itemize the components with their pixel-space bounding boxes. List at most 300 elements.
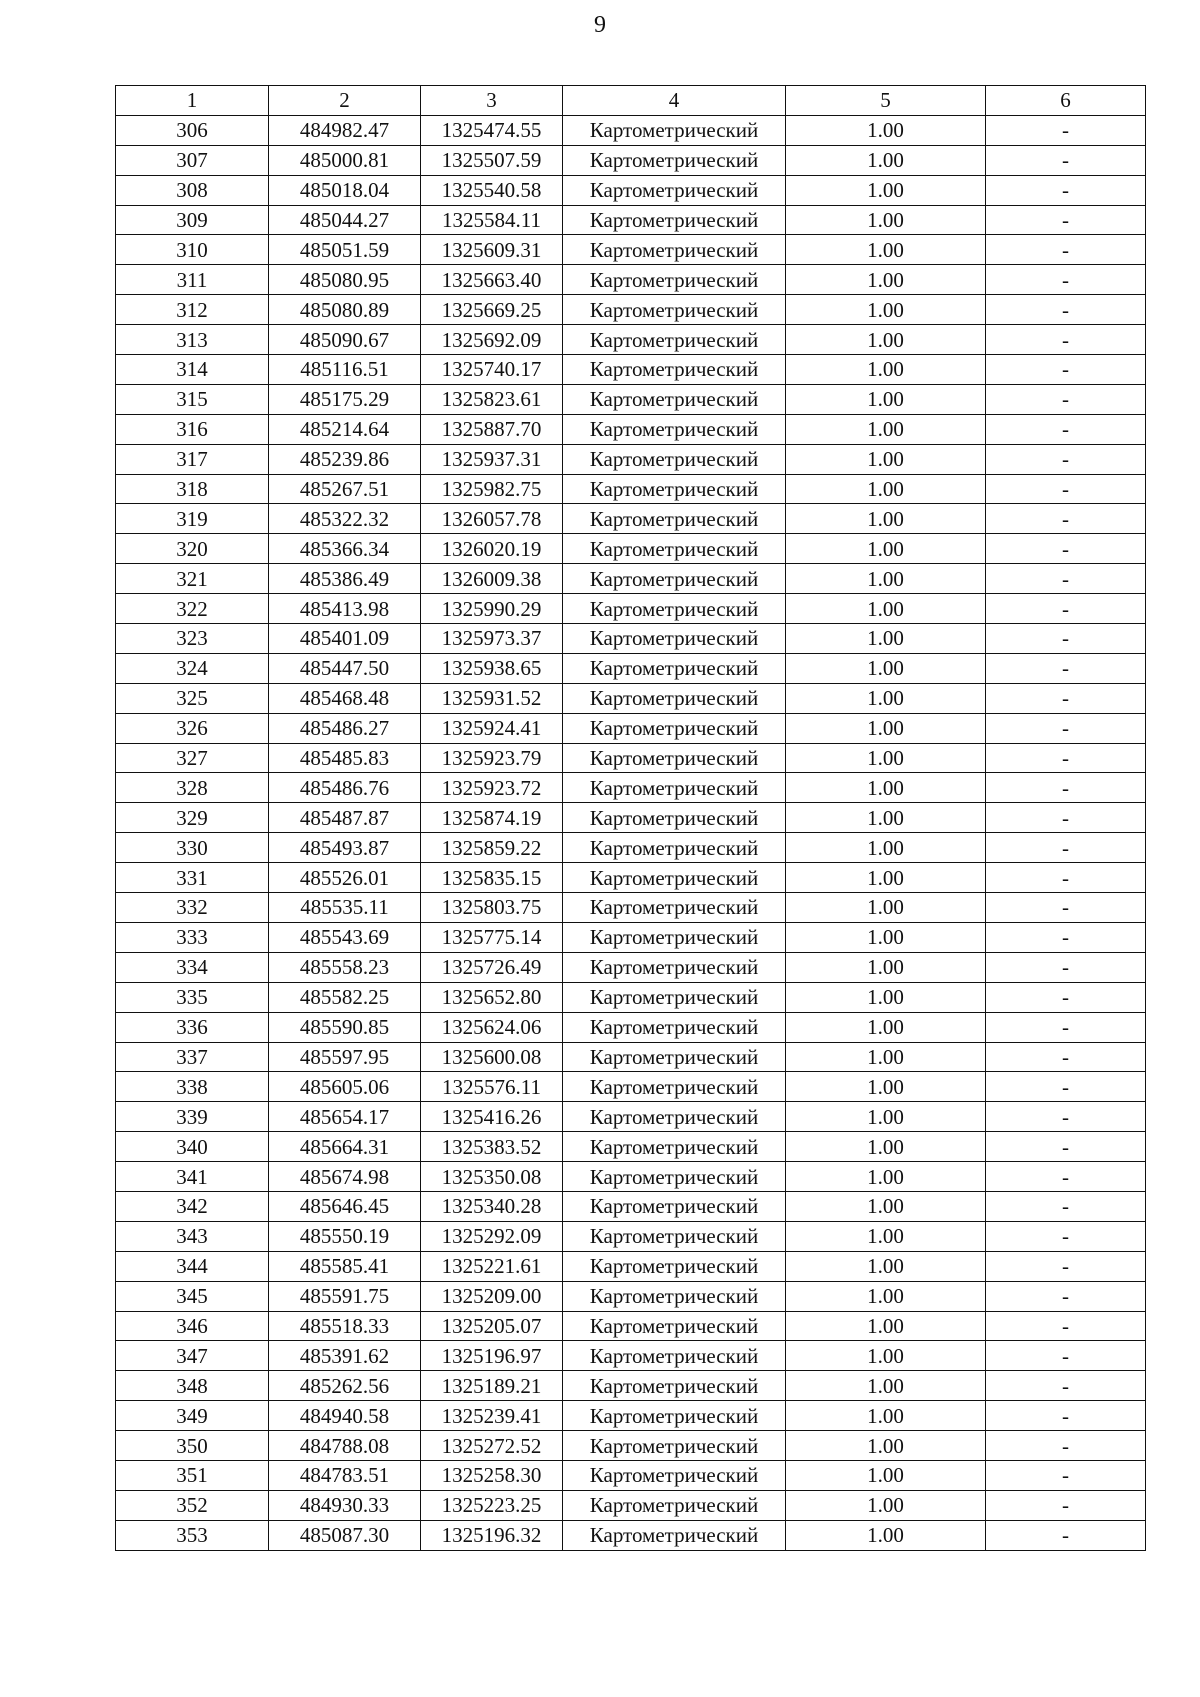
accuracy-cell: 1.00 <box>786 1162 986 1192</box>
x-coordinate-cell: 485486.76 <box>269 773 421 803</box>
table-row <box>116 534 1146 564</box>
method-cell: Картометрический <box>563 1490 786 1520</box>
y-coordinate-cell: 1326020.19 <box>421 534 563 564</box>
point-number-cell: 347 <box>116 1341 269 1371</box>
description-cell: - <box>986 1102 1146 1132</box>
accuracy-cell: 1.00 <box>786 145 986 175</box>
table-row <box>116 1431 1146 1461</box>
x-coordinate-cell: 485087.30 <box>269 1520 421 1550</box>
method-cell: Картометрический <box>563 1431 786 1461</box>
point-number-cell: 342 <box>116 1191 269 1221</box>
y-coordinate-cell: 1325540.58 <box>421 175 563 205</box>
table-row <box>116 893 1146 923</box>
point-number-cell: 330 <box>116 833 269 863</box>
table-row <box>116 683 1146 713</box>
method-cell: Картометрический <box>563 564 786 594</box>
point-number-cell: 345 <box>116 1281 269 1311</box>
method-cell: Картометрический <box>563 803 786 833</box>
point-number-cell: 331 <box>116 863 269 893</box>
point-number-cell: 335 <box>116 982 269 1012</box>
y-coordinate-cell: 1325726.49 <box>421 952 563 982</box>
method-cell: Картометрический <box>563 893 786 923</box>
description-cell: - <box>986 1490 1146 1520</box>
x-coordinate-cell: 485366.34 <box>269 534 421 564</box>
table-row <box>116 1221 1146 1251</box>
y-coordinate-cell: 1325205.07 <box>421 1311 563 1341</box>
y-coordinate-cell: 1325272.52 <box>421 1431 563 1461</box>
column-header-3: 3 <box>421 86 563 116</box>
accuracy-cell: 1.00 <box>786 325 986 355</box>
point-number-cell: 307 <box>116 145 269 175</box>
description-cell: - <box>986 414 1146 444</box>
y-coordinate-cell: 1326057.78 <box>421 504 563 534</box>
x-coordinate-cell: 485605.06 <box>269 1072 421 1102</box>
accuracy-cell: 1.00 <box>786 295 986 325</box>
description-cell: - <box>986 1311 1146 1341</box>
point-number-cell: 317 <box>116 444 269 474</box>
accuracy-cell: 1.00 <box>786 414 986 444</box>
accuracy-cell: 1.00 <box>786 1102 986 1132</box>
table-row <box>116 1490 1146 1520</box>
x-coordinate-cell: 485214.64 <box>269 414 421 444</box>
method-cell: Картометрический <box>563 474 786 504</box>
table-row <box>116 1162 1146 1192</box>
y-coordinate-cell: 1325775.14 <box>421 922 563 952</box>
x-coordinate-cell: 485518.33 <box>269 1311 421 1341</box>
accuracy-cell: 1.00 <box>786 444 986 474</box>
accuracy-cell: 1.00 <box>786 863 986 893</box>
table-row <box>116 205 1146 235</box>
y-coordinate-cell: 1325692.09 <box>421 325 563 355</box>
description-cell: - <box>986 863 1146 893</box>
method-cell: Картометрический <box>563 1162 786 1192</box>
x-coordinate-cell: 485267.51 <box>269 474 421 504</box>
y-coordinate-cell: 1325196.97 <box>421 1341 563 1371</box>
method-cell: Картометрический <box>563 175 786 205</box>
description-cell: - <box>986 534 1146 564</box>
accuracy-cell: 1.00 <box>786 1072 986 1102</box>
y-coordinate-cell: 1325600.08 <box>421 1042 563 1072</box>
accuracy-cell: 1.00 <box>786 504 986 534</box>
method-cell: Картометрический <box>563 325 786 355</box>
description-cell: - <box>986 1520 1146 1550</box>
accuracy-cell: 1.00 <box>786 355 986 385</box>
page-number: 9 <box>594 12 606 38</box>
y-coordinate-cell: 1325223.25 <box>421 1490 563 1520</box>
accuracy-cell: 1.00 <box>786 683 986 713</box>
method-cell: Картометрический <box>563 1221 786 1251</box>
description-cell: - <box>986 205 1146 235</box>
point-number-cell: 336 <box>116 1012 269 1042</box>
point-number-cell: 320 <box>116 534 269 564</box>
point-number-cell: 316 <box>116 414 269 444</box>
point-number-cell: 351 <box>116 1460 269 1490</box>
method-cell: Картометрический <box>563 653 786 683</box>
description-cell: - <box>986 1371 1146 1401</box>
table-row <box>116 1072 1146 1102</box>
point-number-cell: 318 <box>116 474 269 504</box>
method-cell: Картометрический <box>563 1281 786 1311</box>
accuracy-cell: 1.00 <box>786 773 986 803</box>
description-cell: - <box>986 922 1146 952</box>
method-cell: Картометрический <box>563 1042 786 1072</box>
description-cell: - <box>986 1401 1146 1431</box>
method-cell: Картометрический <box>563 235 786 265</box>
description-cell: - <box>986 1460 1146 1490</box>
y-coordinate-cell: 1325859.22 <box>421 833 563 863</box>
table-body <box>116 115 1146 1550</box>
x-coordinate-cell: 485391.62 <box>269 1341 421 1371</box>
x-coordinate-cell: 485401.09 <box>269 624 421 654</box>
point-number-cell: 321 <box>116 564 269 594</box>
accuracy-cell: 1.00 <box>786 1221 986 1251</box>
y-coordinate-cell: 1325624.06 <box>421 1012 563 1042</box>
description-cell: - <box>986 295 1146 325</box>
x-coordinate-cell: 484783.51 <box>269 1460 421 1490</box>
table-row <box>116 1102 1146 1132</box>
method-cell: Картометрический <box>563 952 786 982</box>
accuracy-cell: 1.00 <box>786 803 986 833</box>
y-coordinate-cell: 1325924.41 <box>421 713 563 743</box>
accuracy-cell: 1.00 <box>786 653 986 683</box>
point-number-cell: 340 <box>116 1132 269 1162</box>
accuracy-cell: 1.00 <box>786 115 986 145</box>
y-coordinate-cell: 1325258.30 <box>421 1460 563 1490</box>
column-header-2: 2 <box>269 86 421 116</box>
y-coordinate-cell: 1325669.25 <box>421 295 563 325</box>
method-cell: Картометрический <box>563 683 786 713</box>
description-cell: - <box>986 1431 1146 1461</box>
accuracy-cell: 1.00 <box>786 1281 986 1311</box>
method-cell: Картометрический <box>563 145 786 175</box>
y-coordinate-cell: 1325887.70 <box>421 414 563 444</box>
point-number-cell: 314 <box>116 355 269 385</box>
table-row <box>116 1132 1146 1162</box>
accuracy-cell: 1.00 <box>786 474 986 504</box>
point-number-cell: 309 <box>116 205 269 235</box>
y-coordinate-cell: 1325740.17 <box>421 355 563 385</box>
table-row <box>116 564 1146 594</box>
accuracy-cell: 1.00 <box>786 1490 986 1520</box>
coordinates-table <box>115 85 1146 1551</box>
table-row <box>116 1341 1146 1371</box>
y-coordinate-cell: 1325923.72 <box>421 773 563 803</box>
accuracy-cell: 1.00 <box>786 1341 986 1371</box>
point-number-cell: 327 <box>116 743 269 773</box>
table-row <box>116 175 1146 205</box>
column-header-5: 5 <box>786 86 986 116</box>
x-coordinate-cell: 485051.59 <box>269 235 421 265</box>
x-coordinate-cell: 485090.67 <box>269 325 421 355</box>
table-row <box>116 773 1146 803</box>
x-coordinate-cell: 485468.48 <box>269 683 421 713</box>
method-cell: Картометрический <box>563 115 786 145</box>
description-cell: - <box>986 803 1146 833</box>
y-coordinate-cell: 1325652.80 <box>421 982 563 1012</box>
x-coordinate-cell: 485646.45 <box>269 1191 421 1221</box>
point-number-cell: 325 <box>116 683 269 713</box>
accuracy-cell: 1.00 <box>786 1520 986 1550</box>
description-cell: - <box>986 1042 1146 1072</box>
table-row <box>116 624 1146 654</box>
point-number-cell: 346 <box>116 1311 269 1341</box>
method-cell: Картометрический <box>563 504 786 534</box>
y-coordinate-cell: 1325584.11 <box>421 205 563 235</box>
x-coordinate-cell: 485582.25 <box>269 982 421 1012</box>
x-coordinate-cell: 485591.75 <box>269 1281 421 1311</box>
method-cell: Картометрический <box>563 1072 786 1102</box>
point-number-cell: 326 <box>116 713 269 743</box>
x-coordinate-cell: 485175.29 <box>269 384 421 414</box>
method-cell: Картометрический <box>563 624 786 654</box>
method-cell: Картометрический <box>563 833 786 863</box>
y-coordinate-cell: 1325923.79 <box>421 743 563 773</box>
y-coordinate-cell: 1325292.09 <box>421 1221 563 1251</box>
accuracy-cell: 1.00 <box>786 534 986 564</box>
point-number-cell: 353 <box>116 1520 269 1550</box>
point-number-cell: 344 <box>116 1251 269 1281</box>
description-cell: - <box>986 504 1146 534</box>
method-cell: Картометрический <box>563 1251 786 1281</box>
y-coordinate-cell: 1325990.29 <box>421 594 563 624</box>
table-row <box>116 1311 1146 1341</box>
point-number-cell: 319 <box>116 504 269 534</box>
method-cell: Картометрический <box>563 1132 786 1162</box>
method-cell: Картометрический <box>563 1371 786 1401</box>
description-cell: - <box>986 1132 1146 1162</box>
x-coordinate-cell: 484940.58 <box>269 1401 421 1431</box>
point-number-cell: 313 <box>116 325 269 355</box>
table-row <box>116 384 1146 414</box>
column-header-6: 6 <box>986 86 1146 116</box>
point-number-cell: 337 <box>116 1042 269 1072</box>
point-number-cell: 311 <box>116 265 269 295</box>
table-row <box>116 1281 1146 1311</box>
x-coordinate-cell: 485322.32 <box>269 504 421 534</box>
description-cell: - <box>986 1072 1146 1102</box>
point-number-cell: 348 <box>116 1371 269 1401</box>
table-row <box>116 414 1146 444</box>
point-number-cell: 323 <box>116 624 269 654</box>
table-row <box>116 115 1146 145</box>
point-number-cell: 341 <box>116 1162 269 1192</box>
description-cell: - <box>986 325 1146 355</box>
accuracy-cell: 1.00 <box>786 624 986 654</box>
point-number-cell: 312 <box>116 295 269 325</box>
y-coordinate-cell: 1325609.31 <box>421 235 563 265</box>
method-cell: Картометрический <box>563 1102 786 1132</box>
y-coordinate-cell: 1325209.00 <box>421 1281 563 1311</box>
table-row <box>116 474 1146 504</box>
x-coordinate-cell: 485080.95 <box>269 265 421 295</box>
y-coordinate-cell: 1325383.52 <box>421 1132 563 1162</box>
point-number-cell: 329 <box>116 803 269 833</box>
method-cell: Картометрический <box>563 1401 786 1431</box>
description-cell: - <box>986 952 1146 982</box>
column-header-1: 1 <box>116 86 269 116</box>
accuracy-cell: 1.00 <box>786 384 986 414</box>
x-coordinate-cell: 485597.95 <box>269 1042 421 1072</box>
method-cell: Картометрический <box>563 713 786 743</box>
accuracy-cell: 1.00 <box>786 235 986 265</box>
accuracy-cell: 1.00 <box>786 982 986 1012</box>
description-cell: - <box>986 384 1146 414</box>
accuracy-cell: 1.00 <box>786 1431 986 1461</box>
table-row <box>116 1012 1146 1042</box>
y-coordinate-cell: 1325239.41 <box>421 1401 563 1431</box>
method-cell: Картометрический <box>563 1460 786 1490</box>
accuracy-cell: 1.00 <box>786 922 986 952</box>
accuracy-cell: 1.00 <box>786 743 986 773</box>
accuracy-cell: 1.00 <box>786 1311 986 1341</box>
description-cell: - <box>986 145 1146 175</box>
x-coordinate-cell: 485447.50 <box>269 653 421 683</box>
x-coordinate-cell: 485262.56 <box>269 1371 421 1401</box>
accuracy-cell: 1.00 <box>786 1042 986 1072</box>
x-coordinate-cell: 485116.51 <box>269 355 421 385</box>
accuracy-cell: 1.00 <box>786 265 986 295</box>
description-cell: - <box>986 713 1146 743</box>
description-cell: - <box>986 355 1146 385</box>
table-row <box>116 982 1146 1012</box>
method-cell: Картометрический <box>563 773 786 803</box>
method-cell: Картометрический <box>563 355 786 385</box>
accuracy-cell: 1.00 <box>786 594 986 624</box>
table-row <box>116 1401 1146 1431</box>
accuracy-cell: 1.00 <box>786 713 986 743</box>
x-coordinate-cell: 485239.86 <box>269 444 421 474</box>
x-coordinate-cell: 485000.81 <box>269 145 421 175</box>
point-number-cell: 343 <box>116 1221 269 1251</box>
x-coordinate-cell: 485535.11 <box>269 893 421 923</box>
accuracy-cell: 1.00 <box>786 952 986 982</box>
method-cell: Картометрический <box>563 295 786 325</box>
description-cell: - <box>986 624 1146 654</box>
accuracy-cell: 1.00 <box>786 833 986 863</box>
accuracy-cell: 1.00 <box>786 1191 986 1221</box>
method-cell: Картометрический <box>563 1191 786 1221</box>
description-cell: - <box>986 1162 1146 1192</box>
description-cell: - <box>986 474 1146 504</box>
y-coordinate-cell: 1325823.61 <box>421 384 563 414</box>
table-row <box>116 235 1146 265</box>
y-coordinate-cell: 1325803.75 <box>421 893 563 923</box>
method-cell: Картометрический <box>563 1311 786 1341</box>
description-cell: - <box>986 1221 1146 1251</box>
method-cell: Картометрический <box>563 414 786 444</box>
method-cell: Картометрический <box>563 863 786 893</box>
point-number-cell: 350 <box>116 1431 269 1461</box>
x-coordinate-cell: 485674.98 <box>269 1162 421 1192</box>
x-coordinate-cell: 485558.23 <box>269 952 421 982</box>
method-cell: Картометрический <box>563 205 786 235</box>
point-number-cell: 322 <box>116 594 269 624</box>
method-cell: Картометрический <box>563 1341 786 1371</box>
y-coordinate-cell: 1325874.19 <box>421 803 563 833</box>
point-number-cell: 338 <box>116 1072 269 1102</box>
y-coordinate-cell: 1325196.32 <box>421 1520 563 1550</box>
method-cell: Картометрический <box>563 743 786 773</box>
x-coordinate-cell: 484982.47 <box>269 115 421 145</box>
method-cell: Картометрический <box>563 444 786 474</box>
y-coordinate-cell: 1325576.11 <box>421 1072 563 1102</box>
description-cell: - <box>986 1191 1146 1221</box>
table-row <box>116 145 1146 175</box>
y-coordinate-cell: 1325340.28 <box>421 1191 563 1221</box>
accuracy-cell: 1.00 <box>786 1251 986 1281</box>
x-coordinate-cell: 485413.98 <box>269 594 421 624</box>
table-row <box>116 653 1146 683</box>
y-coordinate-cell: 1325189.21 <box>421 1371 563 1401</box>
accuracy-cell: 1.00 <box>786 205 986 235</box>
description-cell: - <box>986 265 1146 295</box>
y-coordinate-cell: 1325507.59 <box>421 145 563 175</box>
y-coordinate-cell: 1325350.08 <box>421 1162 563 1192</box>
table-row <box>116 1251 1146 1281</box>
table-row <box>116 1460 1146 1490</box>
accuracy-cell: 1.00 <box>786 1401 986 1431</box>
x-coordinate-cell: 485485.83 <box>269 743 421 773</box>
point-number-cell: 308 <box>116 175 269 205</box>
table-row <box>116 325 1146 355</box>
point-number-cell: 334 <box>116 952 269 982</box>
description-cell: - <box>986 833 1146 863</box>
description-cell: - <box>986 982 1146 1012</box>
x-coordinate-cell: 484788.08 <box>269 1431 421 1461</box>
y-coordinate-cell: 1326009.38 <box>421 564 563 594</box>
description-cell: - <box>986 893 1146 923</box>
description-cell: - <box>986 773 1146 803</box>
x-coordinate-cell: 485487.87 <box>269 803 421 833</box>
accuracy-cell: 1.00 <box>786 564 986 594</box>
table-row <box>116 265 1146 295</box>
y-coordinate-cell: 1325973.37 <box>421 624 563 654</box>
description-cell: - <box>986 683 1146 713</box>
description-cell: - <box>986 444 1146 474</box>
y-coordinate-cell: 1325416.26 <box>421 1102 563 1132</box>
table-row <box>116 355 1146 385</box>
method-cell: Картометрический <box>563 982 786 1012</box>
point-number-cell: 352 <box>116 1490 269 1520</box>
table-row <box>116 1371 1146 1401</box>
x-coordinate-cell: 485044.27 <box>269 205 421 235</box>
point-number-cell: 332 <box>116 893 269 923</box>
description-cell: - <box>986 235 1146 265</box>
table-row <box>116 594 1146 624</box>
y-coordinate-cell: 1325931.52 <box>421 683 563 713</box>
y-coordinate-cell: 1325221.61 <box>421 1251 563 1281</box>
table-row <box>116 1042 1146 1072</box>
x-coordinate-cell: 485543.69 <box>269 922 421 952</box>
method-cell: Картометрический <box>563 1520 786 1550</box>
x-coordinate-cell: 485664.31 <box>269 1132 421 1162</box>
point-number-cell: 306 <box>116 115 269 145</box>
method-cell: Картометрический <box>563 384 786 414</box>
description-cell: - <box>986 594 1146 624</box>
x-coordinate-cell: 485493.87 <box>269 833 421 863</box>
y-coordinate-cell: 1325835.15 <box>421 863 563 893</box>
method-cell: Картометрический <box>563 1012 786 1042</box>
x-coordinate-cell: 485386.49 <box>269 564 421 594</box>
x-coordinate-cell: 485590.85 <box>269 1012 421 1042</box>
y-coordinate-cell: 1325937.31 <box>421 444 563 474</box>
description-cell: - <box>986 743 1146 773</box>
description-cell: - <box>986 564 1146 594</box>
x-coordinate-cell: 485585.41 <box>269 1251 421 1281</box>
method-cell: Картометрический <box>563 534 786 564</box>
accuracy-cell: 1.00 <box>786 1012 986 1042</box>
description-cell: - <box>986 1341 1146 1371</box>
